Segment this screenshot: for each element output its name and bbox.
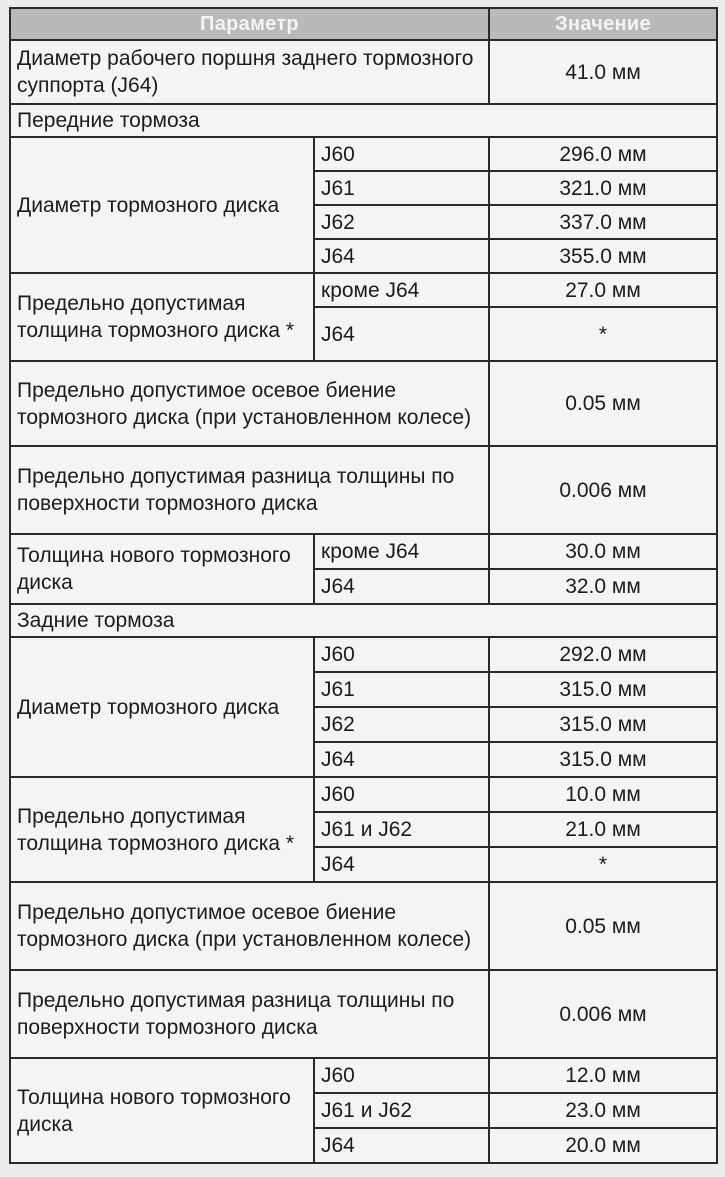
table-row — [10, 970, 717, 1058]
param-label: Предельно допустимая толщина тормозного диска * — [10, 777, 314, 882]
model-cell: J64 — [314, 742, 489, 777]
table-row — [10, 1058, 717, 1093]
table-row — [10, 40, 717, 104]
value-cell: 321.0 мм — [489, 171, 717, 205]
value-cell: 27.0 мм — [489, 273, 717, 307]
model-cell: кроме J64 — [314, 534, 489, 569]
value-cell: 23.0 мм — [489, 1093, 717, 1128]
param-label: Предельно допустимая толщина тормозного диска * — [10, 273, 314, 361]
param-label: Диаметр тормозного диска — [10, 137, 314, 273]
header-param: Параметр — [10, 8, 489, 40]
param-label: Толщина нового тормозного диска — [10, 1058, 314, 1163]
value-cell: 315.0 мм — [489, 672, 717, 707]
model-cell: J60 — [314, 1058, 489, 1093]
value-cell: 296.0 мм — [489, 137, 717, 171]
table-row — [10, 446, 717, 534]
header-row — [10, 8, 717, 40]
model-cell: J61 и J62 — [314, 1093, 489, 1128]
param-label: Толщина нового тормозного диска — [10, 534, 314, 604]
table-row — [10, 882, 717, 970]
value-cell: 32.0 мм — [489, 569, 717, 604]
param-label: Предельно допустимое осевое биение тормозного диска (при установленном колесе) — [10, 361, 489, 446]
value-cell: 21.0 мм — [489, 812, 717, 847]
value-cell: 315.0 мм — [489, 742, 717, 777]
table-row — [10, 777, 717, 812]
model-cell: J62 — [314, 707, 489, 742]
model-cell: J60 — [314, 637, 489, 672]
table-row — [10, 361, 717, 446]
param-label: Диаметр рабочего поршня заднего тормозного суппорта (J64) — [10, 40, 489, 104]
table-row — [10, 137, 717, 171]
model-cell: кроме J64 — [314, 273, 489, 307]
param-label: Предельно допустимая разница толщины по поверхности тормозного диска — [10, 970, 489, 1058]
table-row — [10, 534, 717, 569]
value-cell: 315.0 мм — [489, 707, 717, 742]
value-cell: 10.0 мм — [489, 777, 717, 812]
value-cell: 30.0 мм — [489, 534, 717, 569]
value-cell: 12.0 мм — [489, 1058, 717, 1093]
model-cell: J62 — [314, 205, 489, 239]
model-cell: J64 — [314, 1128, 489, 1163]
value-cell: 0.05 мм — [489, 361, 717, 446]
section-title-front: Передние тормоза — [10, 104, 717, 137]
param-value: 41.0 мм — [489, 40, 717, 104]
model-cell: J60 — [314, 137, 489, 171]
value-cell: 0.006 мм — [489, 970, 717, 1058]
table-row — [10, 637, 717, 672]
value-cell: 20.0 мм — [489, 1128, 717, 1163]
model-cell: J61 и J62 — [314, 812, 489, 847]
table-row — [10, 273, 717, 307]
value-cell: 292.0 мм — [489, 637, 717, 672]
value-cell: 337.0 мм — [489, 205, 717, 239]
header-value: Значение — [489, 8, 717, 40]
section-row-rear — [10, 604, 717, 637]
model-cell: J64 — [314, 239, 489, 273]
section-row-front — [10, 104, 717, 137]
brake-spec-table — [9, 7, 718, 1164]
param-label: Предельно допустимое осевое биение тормозного диска (при установленном колесе) — [10, 882, 489, 970]
model-cell: J61 — [314, 672, 489, 707]
value-cell: * — [489, 307, 717, 361]
value-cell: 0.05 мм — [489, 882, 717, 970]
model-cell: J64 — [314, 847, 489, 882]
section-title-rear: Задние тормоза — [10, 604, 717, 637]
value-cell: 355.0 мм — [489, 239, 717, 273]
model-cell: J61 — [314, 171, 489, 205]
param-label: Предельно допустимая разница толщины по поверхности тормозного диска — [10, 446, 489, 534]
param-label: Диаметр тормозного диска — [10, 637, 314, 777]
value-cell: * — [489, 847, 717, 882]
model-cell: J60 — [314, 777, 489, 812]
model-cell: J64 — [314, 307, 489, 361]
value-cell: 0.006 мм — [489, 446, 717, 534]
model-cell: J64 — [314, 569, 489, 604]
